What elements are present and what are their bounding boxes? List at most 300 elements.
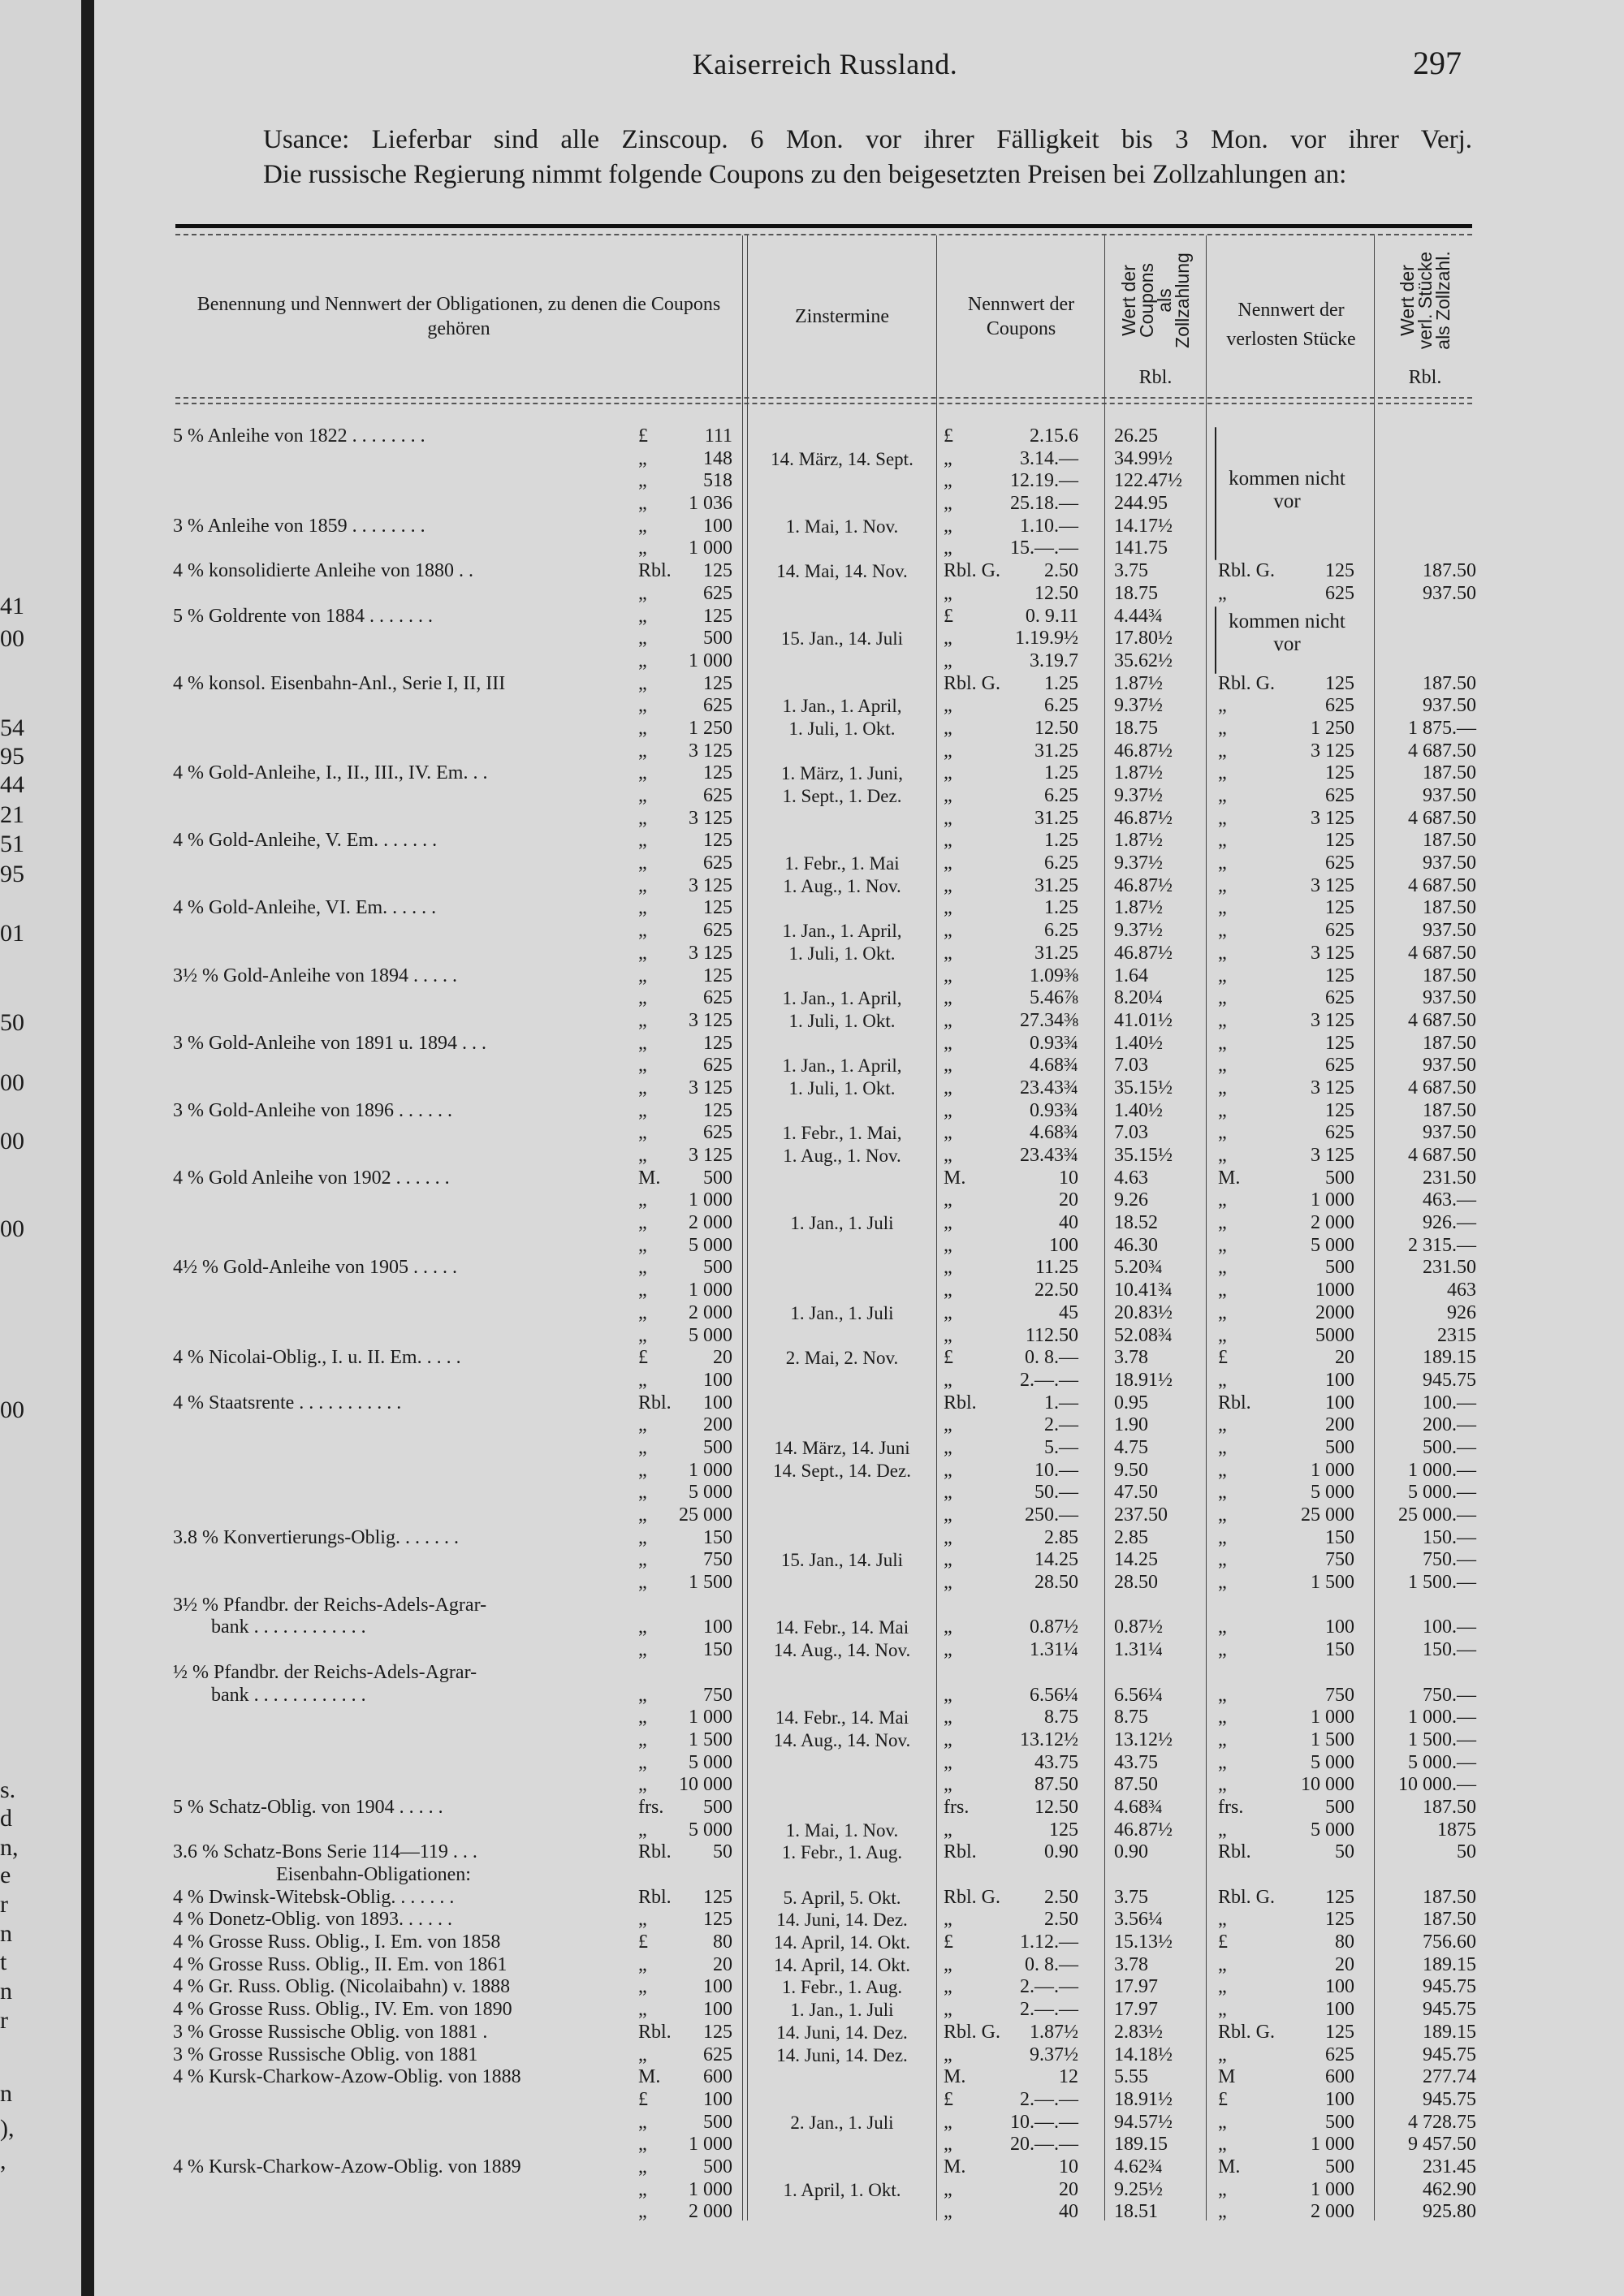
table-row xyxy=(0,470,1624,493)
cell-drawn-nominal: 1 250 xyxy=(1311,717,1354,739)
cell-currency: „ xyxy=(638,2044,647,2065)
cell-drawn-nominal: 125 xyxy=(1325,965,1354,986)
table-row xyxy=(0,1616,1624,1639)
cell-interest-dates: 1. Febr., 1. Aug. xyxy=(781,1977,903,1998)
header-drawn-value-text: Wert der verl. Stücke als Zollzahl. xyxy=(1397,251,1453,350)
cell-drawn-value: 187.50 xyxy=(1423,965,1476,986)
cell-coupon-value: 9.37½ xyxy=(1114,852,1163,874)
table-top-rule xyxy=(175,224,1472,228)
cell-interest-dates: 1. April, 1. Okt. xyxy=(783,2179,901,2200)
cell-coupon-nominal: 15.—.— xyxy=(1010,537,1078,559)
cell-coupon-currency: £ xyxy=(944,2088,953,2110)
coupon-table-body xyxy=(0,425,1624,2224)
cell-drawn-nominal: 625 xyxy=(1325,852,1354,874)
cell-nominal: 125 xyxy=(703,605,732,627)
cell-designation: 4 % Gold-Anleihe, VI. Em. . . . . . xyxy=(173,897,437,919)
cell-currency: „ xyxy=(638,1976,647,1998)
cell-drawn-value: 50 xyxy=(1457,1841,1476,1863)
cell-nominal: 1 000 xyxy=(689,1459,732,1481)
table-row xyxy=(0,1325,1624,1348)
header-rule xyxy=(175,403,1472,404)
cell-coupon-currency: „ xyxy=(944,1909,952,1931)
table-row xyxy=(0,1527,1624,1550)
cell-drawn-currency: „ xyxy=(1218,830,1227,852)
cell-currency: „ xyxy=(638,470,647,492)
cell-coupon-nominal: 87.50 xyxy=(1034,1774,1078,1796)
cell-coupon-nominal: 2.—.— xyxy=(1020,1976,1078,1998)
table-row xyxy=(0,943,1624,965)
cell-drawn-currency: „ xyxy=(1218,1751,1227,1773)
cell-coupon-nominal: 1.19.9½ xyxy=(1015,628,1078,650)
cell-coupon-nominal: 20 xyxy=(1059,2178,1078,2200)
cell-drawn-currency: „ xyxy=(1218,1549,1227,1571)
margin-fragment: s. xyxy=(0,1776,16,1803)
cell-designation: 5 % Schatz-Oblig. von 1904 . . . . . xyxy=(173,1796,443,1818)
cell-designation: 4 % Gold-Anleihe, V. Em. . . . . . . xyxy=(173,830,438,852)
cell-coupon-value: 3.75 xyxy=(1114,560,1148,582)
cell-drawn-currency: „ xyxy=(1218,1280,1227,1301)
cell-drawn-currency: „ xyxy=(1218,1301,1227,1323)
cell-coupon-value: 14.25 xyxy=(1114,1549,1158,1571)
cell-drawn-nominal: 1 000 xyxy=(1311,1459,1354,1481)
cell-drawn-nominal: 625 xyxy=(1325,987,1354,1009)
cell-coupon-nominal: 2.—.— xyxy=(1020,1369,1078,1391)
cell-coupon-value: 18.91½ xyxy=(1114,2088,1173,2110)
cell-coupon-value: 5.20¾ xyxy=(1114,1257,1163,1279)
table-row xyxy=(0,1797,1624,1819)
cell-nominal: 1 000 xyxy=(689,1707,732,1728)
cell-nominal: 750 xyxy=(703,1549,732,1571)
cell-drawn-value: 463 xyxy=(1447,1280,1476,1301)
cell-drawn-value: 187.50 xyxy=(1423,1032,1476,1054)
cell-coupon-currency: „ xyxy=(944,1751,952,1773)
cell-coupon-nominal: 1.31¼ xyxy=(1030,1639,1078,1661)
cell-drawn-value: 187.50 xyxy=(1423,762,1476,784)
cell-coupon-value: 17.97 xyxy=(1114,1976,1158,1998)
header-drawn-value-unit: Rbl. xyxy=(1408,367,1442,388)
cell-currency: „ xyxy=(638,1436,647,1458)
cell-coupon-nominal: 31.25 xyxy=(1034,740,1078,762)
cell-drawn-currency: „ xyxy=(1218,852,1227,874)
header-coupon-value-text: Wert der Coupons als Zollzahlung xyxy=(1118,252,1193,348)
cell-coupon-currency: „ xyxy=(944,830,952,852)
cell-nominal: 111 xyxy=(704,425,732,447)
cell-designation: 4 % Grosse Russ. Oblig., II. Em. von 1861 xyxy=(173,1953,508,1975)
cell-coupon-value: 13.12½ xyxy=(1114,1728,1173,1750)
cell-interest-dates: 14. Aug., 14. Nov. xyxy=(773,1729,911,1750)
cell-nominal: 3 125 xyxy=(689,1009,732,1031)
cell-drawn-currency: Rbl. G. xyxy=(1218,1886,1276,1908)
cell-drawn-value: 937.50 xyxy=(1423,582,1476,604)
cell-drawn-currency: „ xyxy=(1218,1684,1227,1706)
table-row xyxy=(0,762,1624,785)
cell-designation: bank . . . . . . . . . . . . xyxy=(211,1616,366,1638)
cell-coupon-value: 4.75 xyxy=(1114,1436,1148,1458)
cell-drawn-currency: „ xyxy=(1218,785,1227,806)
cell-nominal: 1 000 xyxy=(689,2178,732,2200)
cell-drawn-currency: „ xyxy=(1218,1055,1227,1077)
cell-drawn-value: 231.45 xyxy=(1423,2156,1476,2177)
cell-drawn-nominal: 100 xyxy=(1325,1616,1354,1638)
cell-coupon-currency: „ xyxy=(944,1504,952,1526)
cell-interest-dates: 1. Juli, 1. Okt. xyxy=(788,1010,896,1031)
cell-coupon-nominal: 6.25 xyxy=(1044,852,1078,874)
cell-drawn-value: 1 500.— xyxy=(1408,1572,1476,1594)
margin-fragment: 00 xyxy=(0,625,24,652)
cell-nominal: 625 xyxy=(703,920,732,942)
cell-coupon-value: 46.87½ xyxy=(1114,740,1173,762)
cell-nominal: 3 125 xyxy=(689,874,732,896)
cell-coupon-value: 18.91½ xyxy=(1114,1369,1173,1391)
cell-designation: 4 % Dwinsk-Witebsk-Oblig. . . . . . . xyxy=(173,1886,455,1908)
cell-currency: Rbl. xyxy=(638,2021,672,2043)
cell-drawn-nominal: 625 xyxy=(1325,2044,1354,2065)
cell-nominal: 50 xyxy=(713,1841,732,1863)
cell-coupon-currency: „ xyxy=(944,717,952,739)
cell-drawn-currency: „ xyxy=(1218,1257,1227,1279)
cell-drawn-value: 200.— xyxy=(1423,1414,1476,1436)
cell-coupon-nominal: 10 xyxy=(1059,1167,1078,1189)
cell-nominal: 600 xyxy=(703,2066,732,2088)
cell-coupon-currency: „ xyxy=(944,447,952,469)
cell-currency: „ xyxy=(638,987,647,1009)
table-row xyxy=(0,1370,1624,1392)
cell-currency: „ xyxy=(638,672,647,694)
cell-nominal: 500 xyxy=(703,2111,732,2133)
cell-coupon-value: 18.75 xyxy=(1114,582,1158,604)
cell-drawn-currency: M xyxy=(1218,2066,1236,2088)
cell-coupon-value: 3.56¼ xyxy=(1114,1909,1163,1931)
cell-coupon-currency: £ xyxy=(944,425,953,447)
cell-coupon-nominal: 23.43¾ xyxy=(1020,1077,1078,1098)
cell-coupon-currency: „ xyxy=(944,897,952,919)
cell-coupon-currency: „ xyxy=(944,1122,952,1144)
cell-drawn-nominal: 1 500 xyxy=(1311,1572,1354,1594)
table-row xyxy=(0,1662,1624,1685)
margin-fragment: n xyxy=(0,1920,12,1947)
cell-drawn-nominal: 200 xyxy=(1325,1414,1354,1436)
cell-coupon-nominal: 1.10.— xyxy=(1020,515,1078,537)
cell-drawn-nominal: 5 000 xyxy=(1311,1234,1354,1256)
table-row xyxy=(0,965,1624,988)
cell-coupon-currency: „ xyxy=(944,1212,952,1234)
cell-interest-dates: 14. Juni, 14. Dez. xyxy=(776,2044,908,2065)
cell-nominal: 1 000 xyxy=(689,650,732,671)
cell-nominal: 5 000 xyxy=(689,1234,732,1256)
cell-nominal: 518 xyxy=(703,470,732,492)
cell-coupon-value: 1.31¼ xyxy=(1114,1639,1163,1661)
margin-fragment: t xyxy=(0,1949,7,1975)
cell-drawn-value: 9 457.50 xyxy=(1408,2134,1476,2156)
cell-nominal: 20 xyxy=(713,1347,732,1369)
cell-currency: „ xyxy=(638,1055,647,1077)
cell-designation: 3 % Gold-Anleihe von 1891 u. 1894 . . . xyxy=(173,1032,486,1054)
cell-coupon-value: 17.80½ xyxy=(1114,628,1173,650)
cell-drawn-nominal: 80 xyxy=(1335,1931,1354,1953)
cell-currency: „ xyxy=(638,1639,647,1661)
cell-coupon-value: 17.97 xyxy=(1114,1999,1158,2021)
cell-drawn-value: 4 687.50 xyxy=(1408,740,1476,762)
table-row xyxy=(0,1100,1624,1123)
cell-coupon-nominal: 12.50 xyxy=(1034,1796,1078,1818)
cell-drawn-value: 1875 xyxy=(1437,1819,1476,1841)
cell-coupon-nominal: 2.85 xyxy=(1044,1526,1078,1548)
margin-fragment: ), xyxy=(0,2115,15,2142)
cell-drawn-nominal: 125 xyxy=(1325,1886,1354,1908)
table-row xyxy=(0,583,1624,606)
note-not-applicable: kommen nicht vor xyxy=(1229,611,1345,655)
cell-coupon-nominal: 125 xyxy=(1049,1819,1078,1841)
cell-coupon-currency: £ xyxy=(944,1931,953,1953)
table-row xyxy=(0,852,1624,875)
cell-drawn-nominal: 5000 xyxy=(1315,1324,1354,1346)
cell-drawn-nominal: 1 000 xyxy=(1311,1707,1354,1728)
page-number: 297 xyxy=(1413,45,1462,81)
cell-coupon-nominal: 12.19.— xyxy=(1010,470,1078,492)
cell-designation: 4 % Kursk-Charkow-Azow-Oblig. von 1888 xyxy=(173,2066,521,2088)
cell-drawn-currency: „ xyxy=(1218,1707,1227,1728)
cell-currency: £ xyxy=(638,2088,648,2110)
cell-coupon-nominal: 0.87½ xyxy=(1030,1616,1078,1638)
cell-currency: „ xyxy=(638,897,647,919)
cell-coupon-nominal: 2.50 xyxy=(1044,1886,1078,1908)
cell-drawn-nominal: 3 125 xyxy=(1311,807,1354,829)
cell-coupon-value: 14.17½ xyxy=(1114,515,1173,537)
cell-drawn-nominal: 125 xyxy=(1325,1032,1354,1054)
cell-currency: „ xyxy=(638,1616,647,1638)
cell-nominal: 3 125 xyxy=(689,1145,732,1166)
cell-nominal: 1 250 xyxy=(689,717,732,739)
cell-currency: „ xyxy=(638,1751,647,1773)
cell-coupon-currency: „ xyxy=(944,920,952,942)
cell-interest-dates: 15. Jan., 14. Juli xyxy=(780,1550,904,1571)
cell-interest-dates: 1. Mai, 1. Nov. xyxy=(785,516,899,537)
cell-coupon-nominal: 1.12.— xyxy=(1020,1931,1078,1953)
cell-coupon-currency: Rbl. G. xyxy=(944,672,1001,694)
cell-drawn-value: 4 687.50 xyxy=(1408,1009,1476,1031)
table-row xyxy=(0,1999,1624,2022)
table-row xyxy=(0,1077,1624,1100)
table-row xyxy=(0,1235,1624,1258)
cell-coupon-currency: „ xyxy=(944,1145,952,1166)
cell-drawn-value: 750.— xyxy=(1423,1684,1476,1706)
cell-coupon-nominal: 10.— xyxy=(1034,1459,1078,1481)
table-row xyxy=(0,1055,1624,1077)
cell-drawn-currency: „ xyxy=(1218,874,1227,896)
cell-coupon-value: 18.51 xyxy=(1114,2201,1158,2223)
cell-designation: 4 % Gold Anleihe von 1902 . . . . . . xyxy=(173,1167,450,1189)
cell-drawn-nominal: 125 xyxy=(1325,672,1354,694)
cell-nominal: 1 000 xyxy=(689,1189,732,1211)
cell-drawn-value: 937.50 xyxy=(1423,987,1476,1009)
margin-fragment: n xyxy=(0,2080,12,2107)
table-row xyxy=(0,1212,1624,1235)
cell-currency: frs. xyxy=(638,1796,664,1818)
cell-interest-dates: 14. Juni, 14. Dez. xyxy=(776,2022,908,2043)
table-row xyxy=(0,1392,1624,1415)
cell-drawn-nominal: 3 125 xyxy=(1311,942,1354,964)
cell-coupon-nominal: 14.25 xyxy=(1034,1549,1078,1571)
cell-nominal: 625 xyxy=(703,785,732,806)
cell-nominal: 5 000 xyxy=(689,1751,732,1773)
cell-drawn-currency: „ xyxy=(1218,2178,1227,2200)
cell-drawn-currency: M. xyxy=(1218,1167,1241,1189)
cell-nominal: 125 xyxy=(703,897,732,919)
cell-interest-dates: 1. Sept., 1. Dez. xyxy=(782,786,902,806)
cell-coupon-nominal: 12 xyxy=(1059,2066,1078,2088)
table-row xyxy=(0,695,1624,718)
cell-drawn-currency: Rbl. xyxy=(1218,1841,1251,1863)
cell-drawn-currency: „ xyxy=(1218,1234,1227,1256)
cell-coupon-currency: £ xyxy=(944,605,953,627)
cell-coupon-nominal: 40 xyxy=(1059,2201,1078,2223)
cell-coupon-nominal: 4.68¾ xyxy=(1030,1122,1078,1144)
cell-coupon-currency: „ xyxy=(944,1999,952,2021)
cell-nominal: 125 xyxy=(703,830,732,852)
cell-drawn-nominal: 3 125 xyxy=(1311,874,1354,896)
cell-drawn-value: 926.— xyxy=(1423,1212,1476,1234)
cell-currency: „ xyxy=(638,1774,647,1796)
table-row xyxy=(0,1572,1624,1595)
cell-coupon-currency: „ xyxy=(944,695,952,717)
cell-interest-dates: 1. Febr., 1. Mai, xyxy=(782,1123,902,1144)
cell-drawn-value: 926 xyxy=(1447,1301,1476,1323)
cell-coupon-value: 46.87½ xyxy=(1114,942,1173,964)
cell-designation: 3 % Anleihe von 1859 . . . . . . . . xyxy=(173,515,425,537)
cell-drawn-currency: „ xyxy=(1218,1099,1227,1121)
cell-nominal: 125 xyxy=(703,2021,732,2043)
cell-coupon-value: 122.47½ xyxy=(1114,470,1182,492)
cell-coupon-value: 1.87½ xyxy=(1114,830,1163,852)
cell-interest-dates: 1. Mai, 1. Nov. xyxy=(785,1819,899,1841)
cell-coupon-value: 87.50 xyxy=(1114,1774,1158,1796)
margin-fragment: e xyxy=(0,1862,11,1888)
cell-coupon-value: 9.26 xyxy=(1114,1189,1148,1211)
cell-coupon-nominal: 250.— xyxy=(1025,1504,1078,1526)
cell-coupon-value: 10.41¾ xyxy=(1114,1280,1173,1301)
cell-drawn-nominal: 125 xyxy=(1325,830,1354,852)
cell-coupon-currency: „ xyxy=(944,1684,952,1706)
cell-drawn-currency: „ xyxy=(1218,1324,1227,1346)
cell-coupon-nominal: 45 xyxy=(1059,1301,1078,1323)
table-row xyxy=(0,2089,1624,2112)
cell-drawn-nominal: 625 xyxy=(1325,1055,1354,1077)
cell-drawn-value: 1 875.— xyxy=(1408,717,1476,739)
cell-drawn-value: 937.50 xyxy=(1423,1055,1476,1077)
cell-nominal: 100 xyxy=(703,515,732,537)
table-row xyxy=(0,1347,1624,1370)
margin-fragment: n, xyxy=(0,1834,19,1861)
cell-drawn-currency: „ xyxy=(1218,1482,1227,1504)
cell-currency: „ xyxy=(638,1234,647,1256)
cell-currency: „ xyxy=(638,493,647,515)
cell-coupon-nominal: 28.50 xyxy=(1034,1572,1078,1594)
cell-currency: „ xyxy=(638,537,647,559)
margin-fragment: 41 xyxy=(0,593,24,619)
cell-drawn-value: 100.— xyxy=(1423,1392,1476,1413)
cell-drawn-currency: „ xyxy=(1218,1459,1227,1481)
cell-currency: „ xyxy=(638,1819,647,1841)
cell-coupon-value: 7.03 xyxy=(1114,1055,1148,1077)
cell-currency: „ xyxy=(638,1459,647,1481)
cell-coupon-value: 0.87½ xyxy=(1114,1616,1163,1638)
cell-nominal: 500 xyxy=(703,2156,732,2177)
cell-currency: „ xyxy=(638,1999,647,2021)
cell-drawn-value: 463.— xyxy=(1423,1189,1476,1211)
cell-interest-dates: 14. Juni, 14. Dez. xyxy=(776,1910,908,1931)
cell-drawn-nominal: 5 000 xyxy=(1311,1819,1354,1841)
table-row xyxy=(0,1954,1624,1977)
cell-coupon-nominal: 5.46⅞ xyxy=(1030,987,1078,1009)
cell-nominal: 3 125 xyxy=(689,942,732,964)
cell-coupon-currency: „ xyxy=(944,515,952,537)
cell-coupon-nominal: 6.56¼ xyxy=(1030,1684,1078,1706)
table-row xyxy=(0,1909,1624,1931)
cell-interest-dates: 14. Aug., 14. Nov. xyxy=(773,1640,911,1661)
cell-coupon-value: 28.50 xyxy=(1114,1572,1158,1594)
cell-nominal: 625 xyxy=(703,1122,732,1144)
cell-drawn-nominal: 1 000 xyxy=(1311,1189,1354,1211)
cell-drawn-currency: „ xyxy=(1218,2111,1227,2133)
table-row xyxy=(0,1774,1624,1797)
cell-coupon-nominal: 2.50 xyxy=(1044,560,1078,582)
cell-drawn-nominal: 625 xyxy=(1325,1122,1354,1144)
cell-nominal: 1 000 xyxy=(689,537,732,559)
cell-nominal: 100 xyxy=(703,1369,732,1391)
cell-coupon-currency: „ xyxy=(944,1728,952,1750)
cell-coupon-value: 7.03 xyxy=(1114,1122,1148,1144)
cell-drawn-value: 10 000.— xyxy=(1398,1774,1476,1796)
cell-coupon-value: 9.37½ xyxy=(1114,785,1163,806)
cell-coupon-nominal: 43.75 xyxy=(1034,1751,1078,1773)
cell-coupon-nominal: 50.— xyxy=(1034,1482,1078,1504)
table-row xyxy=(0,1595,1624,1617)
table-row xyxy=(0,1639,1624,1662)
table-row xyxy=(0,2134,1624,2156)
cell-drawn-currency: „ xyxy=(1218,2134,1227,2156)
table-row xyxy=(0,516,1624,538)
cell-coupon-value: 237.50 xyxy=(1114,1504,1168,1526)
cell-drawn-nominal: 3 125 xyxy=(1311,740,1354,762)
cell-nominal: 500 xyxy=(703,1257,732,1279)
cell-currency: „ xyxy=(638,1324,647,1346)
cell-drawn-value: 187.50 xyxy=(1423,897,1476,919)
cell-currency: „ xyxy=(638,1301,647,1323)
cell-coupon-nominal: 3.19.7 xyxy=(1030,650,1078,671)
table-row xyxy=(0,1189,1624,1212)
margin-fragment: 00 xyxy=(0,1215,24,1242)
cell-nominal: 100 xyxy=(703,2088,732,2110)
cell-drawn-currency: „ xyxy=(1218,1009,1227,1031)
cell-drawn-nominal: 20 xyxy=(1335,1953,1354,1975)
cell-drawn-currency: „ xyxy=(1218,1212,1227,1234)
table-row xyxy=(0,1482,1624,1504)
cell-coupon-value: 244.95 xyxy=(1114,493,1168,515)
cell-drawn-currency: „ xyxy=(1218,1953,1227,1975)
cell-interest-dates: 1. Febr., 1. Mai xyxy=(784,853,900,874)
cell-coupon-value: 35.62½ xyxy=(1114,650,1173,671)
cell-nominal: 625 xyxy=(703,987,732,1009)
cell-interest-dates: 15. Jan., 14. Juli xyxy=(780,628,904,650)
cell-drawn-currency: „ xyxy=(1218,762,1227,784)
cell-coupon-value: 15.13½ xyxy=(1114,1931,1173,1953)
usance-paragraph: Usance: Lieferbar sind alle Zinscoup. 6 Mon. vor ihrer Fälligkeit bis 3 Mon. vor ihrer Verj. xyxy=(263,125,1472,154)
cell-coupon-currency: „ xyxy=(944,785,952,806)
cell-drawn-currency: Rbl. G. xyxy=(1218,560,1276,582)
cell-currency: „ xyxy=(638,920,647,942)
cell-nominal: 3 125 xyxy=(689,1077,732,1098)
cell-currency: „ xyxy=(638,1572,647,1594)
